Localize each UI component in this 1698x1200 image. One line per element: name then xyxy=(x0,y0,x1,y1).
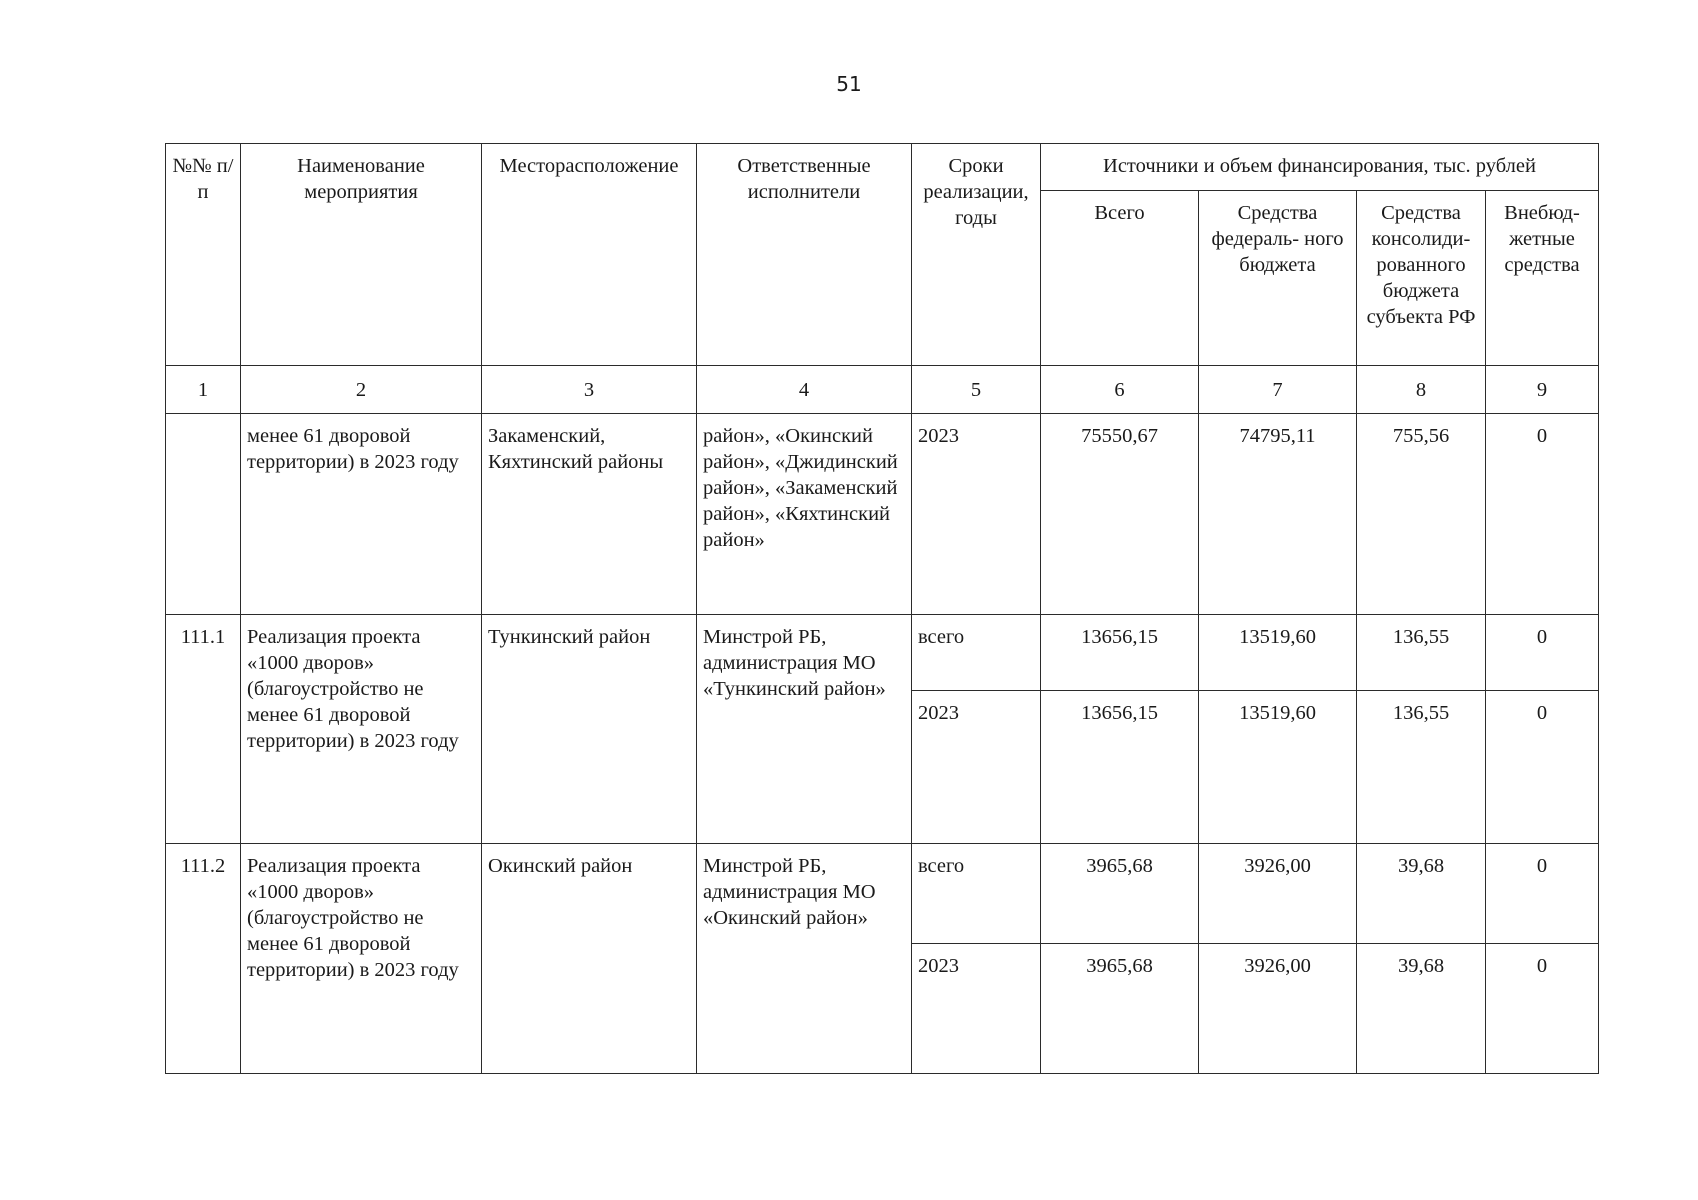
extrabudget-value: 0 xyxy=(1486,844,1599,944)
header-executors: Ответственные исполнители xyxy=(697,144,912,366)
table-row xyxy=(166,615,1599,691)
extrabudget-value: 0 xyxy=(1486,414,1599,615)
header-regional: Средства консолиди- рованного бюджета субъекта РФ xyxy=(1357,191,1486,366)
executors: Минстрой РБ, администрация МО «Окинский район» xyxy=(697,844,912,1074)
executors: район», «Окинский район», «Джидинский район», «Закаменский район», «Кяхтинский район» xyxy=(697,414,912,615)
header-row-1 xyxy=(166,144,1599,191)
header-extrabudget: Внебюд- жетные средства xyxy=(1486,191,1599,366)
regional-value: 755,56 xyxy=(1357,414,1486,615)
column-number: 4 xyxy=(697,366,912,414)
period: всего xyxy=(912,615,1041,691)
column-number: 6 xyxy=(1041,366,1199,414)
federal-value: 3926,00 xyxy=(1199,944,1357,1074)
row-number: 111.1 xyxy=(166,615,241,844)
header-financing-group: Источники и объем финансирования, тыс. рублей xyxy=(1041,144,1599,191)
extrabudget-value: 0 xyxy=(1486,691,1599,844)
extrabudget-value: 0 xyxy=(1486,944,1599,1074)
federal-value: 13519,60 xyxy=(1199,691,1357,844)
location: Закаменский, Кяхтинский районы xyxy=(482,414,697,615)
column-number: 9 xyxy=(1486,366,1599,414)
table-row xyxy=(166,844,1599,944)
regional-value: 39,68 xyxy=(1357,944,1486,1074)
header-name: Наименование мероприятия xyxy=(241,144,482,366)
federal-value: 74795,11 xyxy=(1199,414,1357,615)
total-value: 3965,68 xyxy=(1041,844,1199,944)
location: Тункинский район xyxy=(482,615,697,844)
measure-name: менее 61 дворовой территории) в 2023 году xyxy=(241,414,482,615)
row-number: 111.2 xyxy=(166,844,241,1074)
total-value: 13656,15 xyxy=(1041,691,1199,844)
column-number: 1 xyxy=(166,366,241,414)
location: Окинский район xyxy=(482,844,697,1074)
column-number: 8 xyxy=(1357,366,1486,414)
header-period: Сроки реализации, годы xyxy=(912,144,1041,366)
period: всего xyxy=(912,844,1041,944)
header-location: Месторасположение xyxy=(482,144,697,366)
column-number: 2 xyxy=(241,366,482,414)
period: 2023 xyxy=(912,944,1041,1074)
period: 2023 xyxy=(912,691,1041,844)
period: 2023 xyxy=(912,414,1041,615)
federal-value: 3926,00 xyxy=(1199,844,1357,944)
regional-value: 136,55 xyxy=(1357,691,1486,844)
regional-value: 39,68 xyxy=(1357,844,1486,944)
column-number: 7 xyxy=(1199,366,1357,414)
page-number: 51 xyxy=(836,72,862,96)
header-total: Всего xyxy=(1041,191,1199,366)
total-value: 75550,67 xyxy=(1041,414,1199,615)
total-value: 13656,15 xyxy=(1041,615,1199,691)
regional-value: 136,55 xyxy=(1357,615,1486,691)
column-number: 3 xyxy=(482,366,697,414)
row-number xyxy=(166,414,241,615)
table-row xyxy=(166,414,1599,615)
financing-table xyxy=(165,143,1599,1074)
total-value: 3965,68 xyxy=(1041,944,1199,1074)
header-num: №№ п/п xyxy=(166,144,241,366)
column-number: 5 xyxy=(912,366,1041,414)
federal-value: 13519,60 xyxy=(1199,615,1357,691)
column-number-row xyxy=(166,366,1599,414)
measure-name: Реализация проекта «1000 дворов» (благоустройство не менее 61 дворовой территории) в 2023 году xyxy=(241,844,482,1074)
extrabudget-value: 0 xyxy=(1486,615,1599,691)
measure-name: Реализация проекта «1000 дворов» (благоустройство не менее 61 дворовой территории) в 2023 году xyxy=(241,615,482,844)
header-federal: Средства федераль- ного бюджета xyxy=(1199,191,1357,366)
executors: Минстрой РБ, администрация МО «Тункинский район» xyxy=(697,615,912,844)
